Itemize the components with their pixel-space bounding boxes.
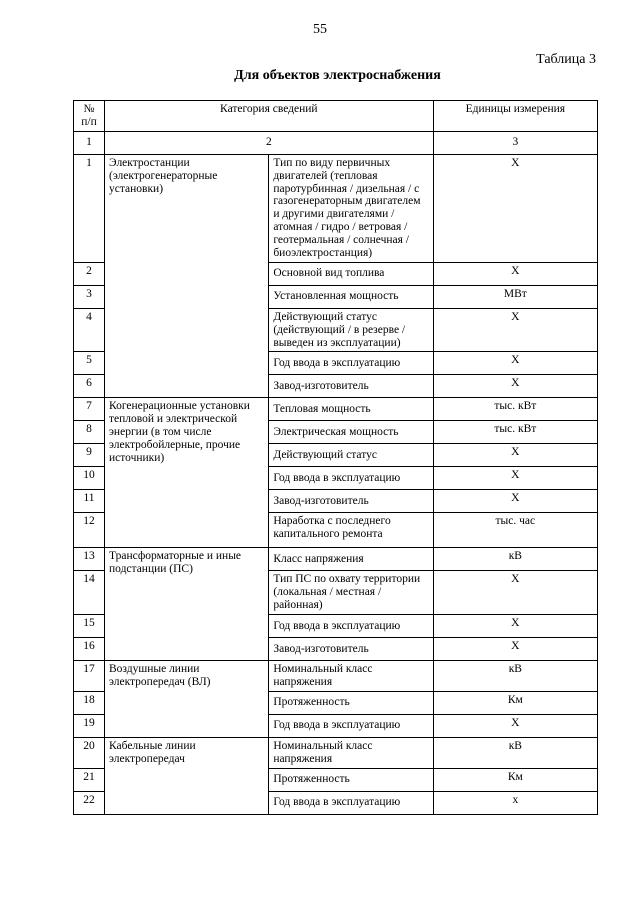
unit-cell: X (433, 638, 597, 661)
unit-cell: X (433, 308, 597, 352)
row-number: 10 (74, 467, 105, 490)
unit-cell: тыс. кВт (433, 421, 597, 444)
row-number: 11 (74, 490, 105, 513)
unit-cell: кВ (433, 661, 597, 692)
table-row (74, 548, 598, 571)
header-units: Единицы измерения (433, 101, 597, 132)
row-number: 18 (74, 691, 105, 714)
row-number: 1 (74, 154, 105, 262)
subcategory-cell: Класс напряжения (269, 548, 433, 571)
table-row (74, 661, 598, 692)
row-number: 19 (74, 714, 105, 737)
category-cell: Трансформаторные и иные подстанции (ПС) (105, 548, 269, 661)
subcategory-cell: Действующий статус (269, 444, 433, 467)
table-row (74, 154, 598, 262)
row-number: 22 (74, 791, 105, 814)
unit-cell: X (433, 714, 597, 737)
unit-cell: кВ (433, 548, 597, 571)
row-number: 3 (74, 285, 105, 308)
row-number: 17 (74, 661, 105, 692)
subcategory-cell: Год ввода в эксплуатацию (269, 791, 433, 814)
category-cell: Кабельные линии электропередач (105, 737, 269, 814)
table-title: Для объектов электроснабжения (234, 68, 441, 83)
subcategory-cell: Протяженность (269, 768, 433, 791)
subcategory-cell: Протяженность (269, 691, 433, 714)
subcategory-cell: Завод-изготовитель (269, 638, 433, 661)
unit-cell: Км (433, 768, 597, 791)
subcategory-cell: Действующий статус (действующий / в резерве / выведен из эксплуатации) (269, 308, 433, 352)
unit-cell: кВ (433, 737, 597, 768)
unit-cell: X (433, 571, 597, 615)
subcategory-cell: Завод-изготовитель (269, 375, 433, 398)
data-table (73, 100, 598, 815)
unit-cell: тыс. кВт (433, 398, 597, 421)
row-number: 2 (74, 262, 105, 285)
subcategory-cell: Наработка с последнего капитального ремонта (269, 513, 433, 548)
subcategory-cell: Номинальный класс напряжения (269, 737, 433, 768)
subcategory-cell: Тепловая мощность (269, 398, 433, 421)
row-number: 21 (74, 768, 105, 791)
index-cell: 2 (105, 131, 434, 154)
row-number: 6 (74, 375, 105, 398)
subcategory-cell: Год ввода в эксплуатацию (269, 615, 433, 638)
category-cell: Когенерационные установки тепловой и электрической энергии (в том числе электробойлерные, прочие источники) (105, 398, 269, 548)
row-number: 20 (74, 737, 105, 768)
unit-cell: X (433, 375, 597, 398)
subcategory-cell: Год ввода в эксплуатацию (269, 352, 433, 375)
unit-cell: тыс. час (433, 513, 597, 548)
category-cell: Электростанции (электрогенераторные установки) (105, 154, 269, 398)
unit-cell: X (433, 490, 597, 513)
row-number: 14 (74, 571, 105, 615)
subcategory-cell: Установленная мощность (269, 285, 433, 308)
row-number: 12 (74, 513, 105, 548)
row-number: 4 (74, 308, 105, 352)
header-row (74, 101, 598, 132)
subcategory-cell: Год ввода в эксплуатацию (269, 714, 433, 737)
row-number: 7 (74, 398, 105, 421)
unit-cell: X (433, 615, 597, 638)
index-cell: 3 (433, 131, 597, 154)
table-caption: Таблица 3 (536, 52, 596, 67)
row-number: 16 (74, 638, 105, 661)
row-number: 15 (74, 615, 105, 638)
unit-cell: Км (433, 691, 597, 714)
index-cell: 1 (74, 131, 105, 154)
subcategory-cell: Тип по виду первичных двигателей (тепловая паротурбинная / дизельная / с газогенераторным двигателем и другими двигателями / атомная / гидро / ветровая / геотермальная / солнечная / биоэлектростанция) (269, 154, 433, 262)
subcategory-cell: Номинальный класс напряжения (269, 661, 433, 692)
unit-cell: X (433, 444, 597, 467)
header-category: Категория сведений (105, 101, 434, 132)
unit-cell: x (433, 791, 597, 814)
index-row (74, 131, 598, 154)
category-cell: Воздушные линии электропередач (ВЛ) (105, 661, 269, 738)
row-number: 13 (74, 548, 105, 571)
subcategory-cell: Тип ПС по охвату территории (локальная / местная / районная) (269, 571, 433, 615)
unit-cell: X (433, 154, 597, 262)
table-row (74, 737, 598, 768)
unit-cell: X (433, 467, 597, 490)
page-number: 55 (313, 22, 327, 37)
header-num: № п/п (74, 101, 105, 132)
subcategory-cell: Электрическая мощность (269, 421, 433, 444)
row-number: 8 (74, 421, 105, 444)
row-number: 5 (74, 352, 105, 375)
unit-cell: X (433, 262, 597, 285)
subcategory-cell: Завод-изготовитель (269, 490, 433, 513)
unit-cell: МВт (433, 285, 597, 308)
row-number: 9 (74, 444, 105, 467)
subcategory-cell: Основной вид топлива (269, 262, 433, 285)
table-row (74, 398, 598, 421)
unit-cell: X (433, 352, 597, 375)
subcategory-cell: Год ввода в эксплуатацию (269, 467, 433, 490)
